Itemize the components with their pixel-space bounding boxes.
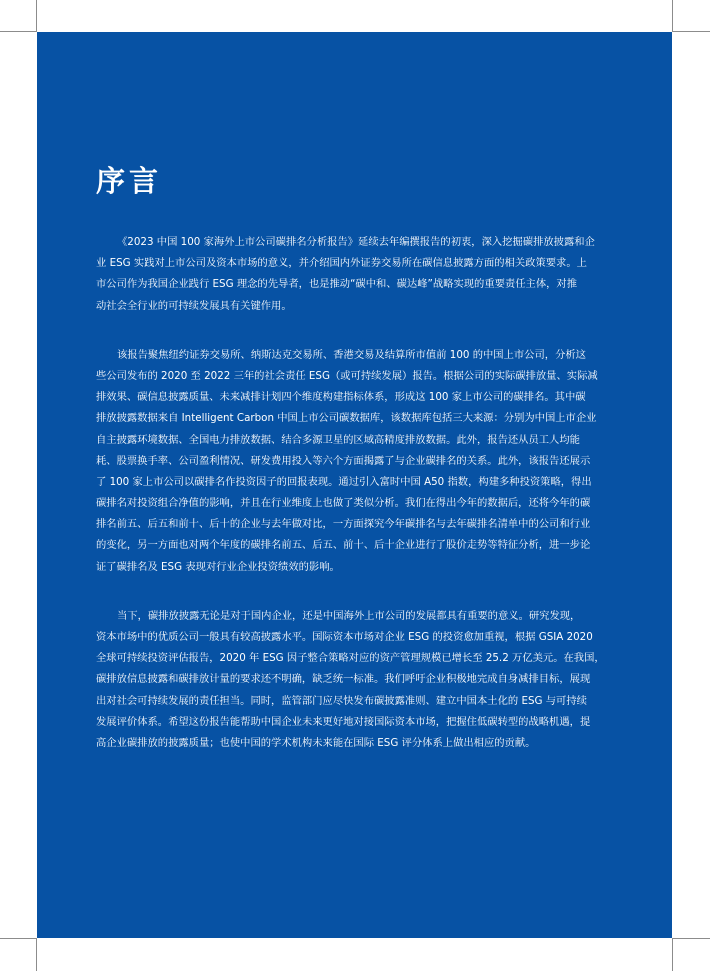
text-line: 排名前五、后五和前十、后十的企业与去年做对比，一方面探究今年碳排名与去年碳排名清单中的公司和行业 — [96, 518, 591, 531]
text-line: 高企业碳排放的披露质量；也使中国的学术机构未来能在国际 ESG 评分体系上做出相应的贡献。 — [96, 736, 536, 749]
text-line: 全球可持续投资评估报告，2020 年 ESG 因子整合策略对应的资产管理规模已增长至 25.2 万亿美元。在我国， — [96, 652, 605, 665]
page-title: 序言 — [96, 164, 163, 198]
crop-mark-top-left-v — [36, 0, 37, 32]
text-line: 该报告聚焦纽约证券交易所、纳斯达克交易所、香港交易及结算所市值前 100 的中国上市公司，分析这 — [117, 348, 586, 361]
text-line: 出对社会可持续发展的责任担当。同时，监管部门应尽快发布碳披露准则、建立中国本土化的 ESG 与可持续 — [96, 694, 587, 707]
crop-mark-bottom-left-h — [0, 938, 37, 939]
text-line: 了 100 家上市公司以碳排名作投资因子的回报表现。通过引入富时中国 A50 指数，构建多种投资策略，得出 — [96, 475, 592, 488]
crop-mark-bottom-right-h — [672, 938, 710, 939]
text-line: 市公司作为我国企业践行 ESG 理念的先导者，也是推动“碳中和、碳达峰”战略实现的重要责任主体，对推 — [96, 278, 577, 291]
text-line: 自主披露环境数据、全国电力排放数据、结合多源卫星的区域高精度排放数据。此外，报告还从员工人均能 — [96, 433, 580, 446]
text-line: 碳排名对投资组合净值的影响，并且在行业维度上也做了类似分析。我们在得出今年的数据后，还将今年的碳 — [96, 497, 591, 510]
text-line: 资本市场中的优质公司一般具有较高披露水平。国际资本市场对企业 ESG 的投资愈加重视，根据 GSIA 2020 — [96, 631, 593, 643]
crop-mark-top-left-h — [0, 31, 37, 32]
text-line: 碳排放信息披露和碳排放计量的要求还不明确，缺乏统一标准。我们呼吁企业积极地完成自身减排目标，展现 — [96, 673, 591, 686]
paragraph-gap — [96, 578, 626, 606]
preface-body — [96, 232, 626, 754]
crop-mark-bottom-left-v — [36, 938, 37, 971]
paragraph-3 — [96, 606, 626, 754]
text-line: 当下，碳排放披露无论是对于国内企业，还是中国海外上市公司的发展都具有重要的意义。研究发现， — [117, 609, 581, 622]
text-line: 发展评价体系。希望这份报告能帮助中国企业未来更好地对接国际资本市场，把握住低碳转型的战略机遇，提 — [96, 715, 591, 728]
text-line: 耗、股票换手率、公司盈利情况、研发费用投入等六个方面揭露了与企业碳排名的关系。此外，该报告还展示 — [96, 454, 591, 467]
text-line: 排放披露数据来自 Intelligent Carbon 中国上市公司碳数据库，该数据库包括三大来源：分别为中国上市企业 — [96, 412, 597, 425]
crop-mark-top-right-v — [672, 0, 673, 32]
text-line: 业 ESG 实践对上市公司及资本市场的意义，并介绍国内外证券交易所在碳信息披露方面的相关政策要求。上 — [96, 257, 587, 270]
paragraph-1 — [96, 232, 626, 317]
crop-mark-bottom-right-v — [672, 938, 673, 971]
text-line: 动社会全行业的可持续发展具有关键作用。 — [96, 299, 292, 312]
text-line: 《2023 中国 100 家海外上市公司碳排名分析报告》延续去年编撰报告的初衷，深入挖掘碳排放披露和企 — [117, 236, 595, 248]
text-line: 排效果、碳信息披露质量、未来减排计划四个维度构建指标体系，形成这 100 家上市公司的碳排名。其中碳 — [96, 391, 586, 404]
text-line: 些公司发布的 2020 至 2022 三年的社会责任 ESG（或可持续发展）报告。根据公司的实际碳排放量、实际减 — [96, 369, 598, 382]
paragraph-2 — [96, 345, 626, 578]
paragraph-gap — [96, 317, 626, 345]
text-line: 证了碳排名及 ESG 表现对行业企业投资绩效的影响。 — [96, 560, 340, 573]
text-line: 的变化，另一方面也对两个年度的碳排名前五、后五、前十、后十企业进行了股价走势等特征分析，进一步论 — [96, 539, 591, 552]
crop-mark-top-right-h — [672, 31, 710, 32]
